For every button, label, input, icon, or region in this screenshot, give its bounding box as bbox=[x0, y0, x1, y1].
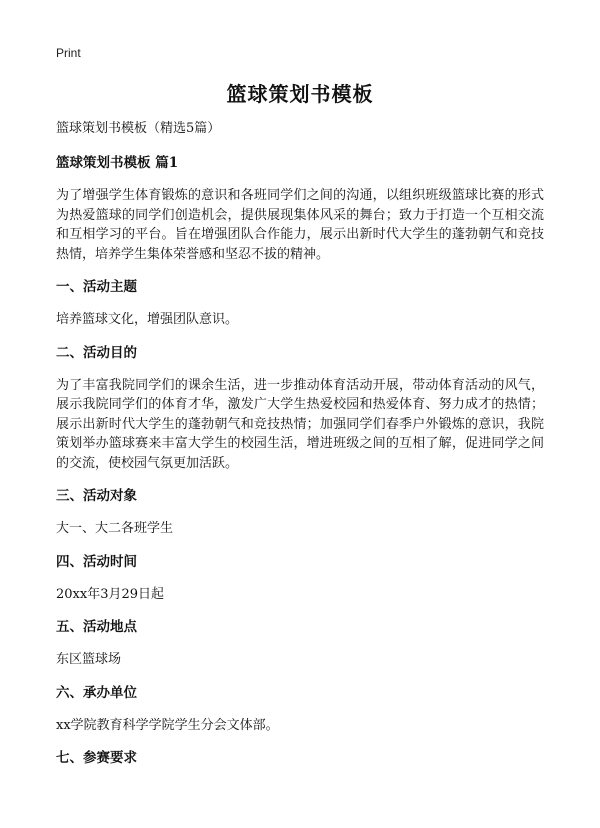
section-text-organizer: xx学院教育科学学院学生分会文体部。 bbox=[56, 717, 279, 733]
section-heading-participants: 三、活动对象 bbox=[56, 488, 137, 504]
section-heading-purpose: 二、活动目的 bbox=[56, 344, 137, 361]
page-title: 篮球策划书模板 bbox=[226, 82, 374, 106]
article-heading: 篮球策划书模板 篇1 bbox=[56, 155, 179, 171]
section-heading-organizer: 六、承办单位 bbox=[56, 684, 137, 701]
document-subtitle: 篮球策划书模板（精选5篇） bbox=[56, 121, 221, 136]
section-heading-location: 五、活动地点 bbox=[56, 619, 137, 635]
print-label[interactable]: Print bbox=[56, 46, 81, 60]
intro-paragraph: 为了增强学生体育锻炼的意识和各班同学们之间的沟通，以组织班级篮球比赛的形式为热爱篮球的同学们创造机会，提供展现集体风采的舞台；致力于打造一个互相交流和互相学习的平台。旨在增强团队合作能力，展示出新时代大学生的蓬勃朝气和竞技热情，培养学生集体荣誉感和坚忍不拔的精神。 bbox=[56, 188, 544, 262]
section-heading-requirements: 七、参赛要求 bbox=[56, 750, 137, 766]
section-heading-time: 四、活动时间 bbox=[56, 553, 137, 570]
section-text-purpose: 为了丰富我院同学们的课余生活，进一步推动体育活动开展，带动体育活动的风气，展示我院同学们的体育才华，激发广大学生热爱校园和热爱体育、努力成才的热情；展示出新时代大学生的蓬勃朝气和竞技热情；加强同学们春季户外锻炼的意识，我院策划举办篮球赛来丰富大学生的校园生活，增进班级之间的互相了解，促进同学之间的交流，使校园气氛更加活跃。 bbox=[56, 377, 544, 471]
section-text-participants: 大一、大二各班学生 bbox=[56, 521, 174, 536]
section-text-theme: 培养篮球文化，增强团队意识。 bbox=[56, 312, 239, 327]
section-text-time: 20xx年3月29日起 bbox=[56, 586, 165, 602]
section-text-location: 东区篮球场 bbox=[56, 652, 122, 667]
document-content bbox=[56, 120, 544, 781]
section-heading-theme: 一、活动主题 bbox=[56, 279, 137, 295]
